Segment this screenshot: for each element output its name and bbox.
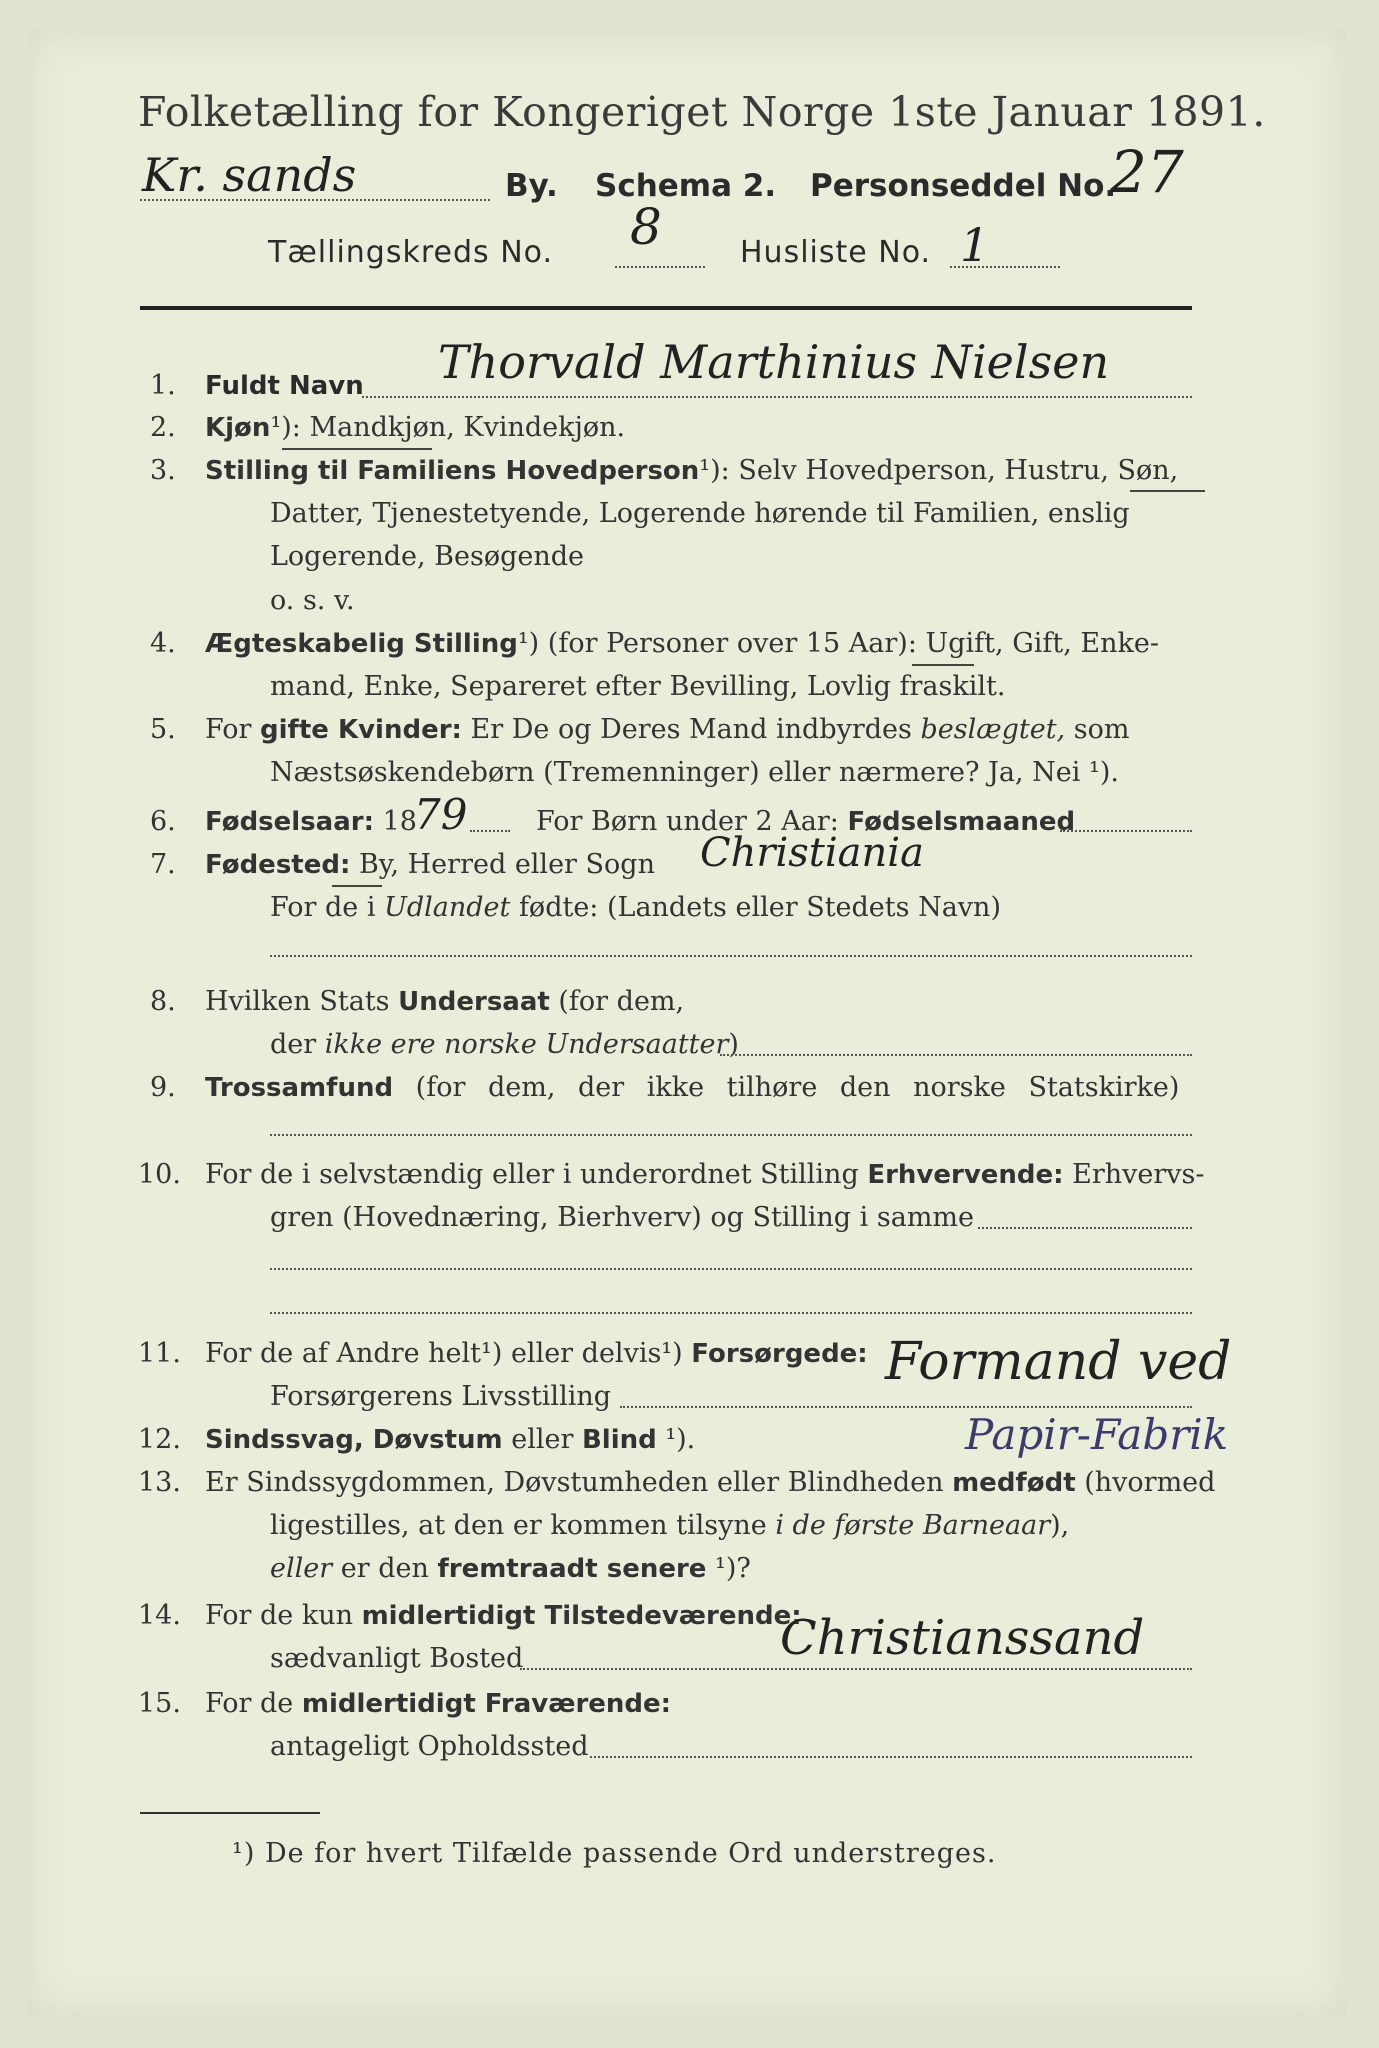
field-3-number: 3.: [150, 455, 176, 486]
field-8-text-b: ikke ere norske Undersaatter: [324, 1029, 729, 1060]
field-6-number: 6.: [150, 806, 176, 837]
field-2-underline: [282, 448, 432, 450]
field-11-number: 11.: [138, 1338, 181, 1369]
field-3-underline-son: [1130, 490, 1205, 492]
field-13-rest: (hvormed: [1075, 1467, 1216, 1498]
field-14-line-1: [205, 1600, 802, 1631]
field-11-dotline: [620, 1406, 1192, 1408]
field-7-dotline: [270, 955, 1192, 957]
field-14-label: midlertidigt Tilstedeværende:: [361, 1601, 802, 1631]
field-6-label: Fødselsaar:: [205, 807, 374, 837]
field-14-dotline: [520, 1668, 1192, 1670]
field-5-number: 5.: [150, 714, 176, 745]
field-9-dotline: [270, 1134, 1192, 1136]
field-6-label-2: Fødselsmaaned: [847, 807, 1076, 837]
schema-label: Schema 2.: [595, 168, 777, 204]
field-15-dotline: [590, 1756, 1192, 1758]
personseddel-label: Personseddel No.: [810, 168, 1117, 204]
field-4-sup: ¹): [517, 628, 540, 659]
field-15-line-2: antageligt Opholdssted: [270, 1731, 589, 1762]
field-12-handwritten: Papir-Fabrik: [965, 1410, 1229, 1459]
field-5-line-2: Næstsøskendebørn (Tremenninger) eller nærmere? Ja, Nei ¹).: [270, 757, 1119, 788]
field-7-options: By, Herred eller Sogn: [350, 849, 655, 880]
footnote-rule: [140, 1812, 320, 1814]
form-title: Folketælling for Kongeriget Norge 1ste Januar 1891.: [138, 88, 1266, 136]
field-14-residence-handwritten: Christianssand: [780, 1610, 1145, 1666]
field-4-line-2: mand, Enke, Separeret efter Bevilling, Lovlig fraskilt.: [270, 671, 1006, 702]
field-3-options: : Selv Hovedperson, Hustru, Søn,: [720, 455, 1179, 486]
field-4-line-1: [205, 628, 1159, 659]
kreds-dotline: [615, 266, 705, 268]
field-13-text-a: ligestilles, at den er kommen tilsyne: [270, 1510, 776, 1541]
field-15-line-1: [205, 1688, 671, 1719]
field-5-text-b: beslægtet,: [920, 714, 1066, 745]
field-13-label: medfødt: [952, 1468, 1076, 1498]
field-8-rest: (for dem,: [549, 986, 685, 1017]
field-10-dotline-2: [270, 1268, 1192, 1270]
field-5-line-1: [205, 714, 1129, 745]
field-14-pre: For de kun: [205, 1600, 362, 1631]
field-10-line-2: gren (Hovednæring, Bierhverv) og Stilling i samme: [270, 1202, 975, 1233]
by-label: By.: [505, 168, 558, 204]
field-12-number: 12.: [138, 1424, 181, 1455]
field-13-line-2: [270, 1510, 1069, 1541]
field-7-label: Fødested:: [205, 850, 351, 880]
field-12-rest: ¹).: [656, 1424, 696, 1455]
field-7-underline-by: [332, 885, 382, 887]
footnote: ¹) De for hvert Tilfælde passende Ord understreges.: [232, 1838, 997, 1869]
field-7-text-c: fødte: (Landets eller Stedets Navn): [510, 892, 1001, 923]
field-9-line: [205, 1072, 1179, 1103]
field-8-text-c: ): [728, 1029, 739, 1060]
field-4-options: (for Personer over 15 Aar): Ugift, Gift, Enke-: [539, 628, 1159, 659]
field-8-label: Undersaat: [398, 987, 550, 1017]
field-8-pre: Hvilken Stats: [205, 986, 399, 1017]
field-12-mid: eller: [502, 1424, 582, 1455]
field-2-sup: ¹): [270, 412, 292, 443]
husliste-number: 1: [960, 218, 990, 272]
field-3-sup: ¹): [699, 455, 721, 486]
field-2-options: : Mandkjøn, Kvindekjøn.: [291, 412, 626, 443]
field-1-name-handwritten: Thorvald Marthinius Nielsen: [438, 335, 1110, 389]
field-12-line: [205, 1424, 695, 1455]
field-7-line-1: [205, 849, 655, 880]
field-8-number: 8.: [150, 986, 176, 1017]
field-6-line: [205, 806, 417, 837]
field-13-text-d: eller: [270, 1553, 333, 1584]
field-11-occupation-handwritten: Formand ved: [885, 1332, 1232, 1392]
husliste-dotline: [950, 266, 1060, 268]
field-13-text-f: ¹)?: [706, 1553, 751, 1584]
field-2-number: 2.: [150, 412, 176, 443]
field-8-dotline: [720, 1054, 1192, 1056]
field-7-text-b: Udlandet: [384, 892, 511, 923]
field-10-dotline-1: [978, 1227, 1192, 1229]
field-13-pre: Er Sindssygdommen, Døvstumheden eller Blindheden: [205, 1467, 953, 1498]
field-15-number: 15.: [138, 1688, 181, 1719]
field-11-line-2: Forsørgerens Livsstilling: [270, 1381, 612, 1412]
field-6-year-handwritten: 79: [414, 790, 468, 839]
field-10-dotline-3: [270, 1312, 1192, 1314]
field-13-text-c: ),: [1050, 1510, 1070, 1541]
field-7-place-handwritten: Christiania: [700, 830, 924, 876]
field-5-text-c: som: [1065, 714, 1130, 745]
field-5-pre: For: [205, 714, 261, 745]
field-5-text-a: Er De og Deres Mand indbyrdes: [461, 714, 921, 745]
field-9-number: 9.: [150, 1072, 176, 1103]
field-13-line-3: [270, 1553, 751, 1584]
field-11-pre: For de af Andre helt¹) eller delvis¹): [205, 1338, 692, 1369]
field-15-label: midlertidigt Fraværende:: [301, 1689, 672, 1719]
field-6-dotline-1: [470, 830, 510, 832]
field-12-label: Sindssvag, Døvstum: [205, 1425, 503, 1455]
field-4-label: Ægteskabelig Stilling: [205, 629, 518, 659]
field-3-line-3: Logerende, Besøgende: [270, 541, 584, 572]
field-7-line-2: [270, 892, 1001, 923]
field-6-prefix: 18: [374, 806, 417, 837]
field-3-line-1: [205, 455, 1178, 486]
field-4-underline-ugift: [912, 664, 974, 666]
field-1-number: 1.: [150, 370, 176, 401]
field-14-line-2: sædvanligt Bosted: [270, 1643, 524, 1674]
field-10-label: Erhvervende:: [867, 1160, 1064, 1190]
field-10-line-1: [205, 1159, 1205, 1190]
field-14-number: 14.: [138, 1600, 181, 1631]
field-15-pre: For de: [205, 1688, 302, 1719]
field-13-text-e: er den: [332, 1553, 438, 1584]
field-13-number: 13.: [138, 1467, 181, 1498]
field-2-label: Kjøn: [205, 413, 271, 443]
personseddel-number: 27: [1110, 138, 1184, 206]
field-8-line-1: [205, 986, 684, 1017]
field-10-rest: Erhvervs-: [1063, 1159, 1205, 1190]
husliste-label: Husliste No.: [740, 235, 932, 270]
kreds-label: Tællingskreds No.: [268, 235, 553, 270]
field-10-number: 10.: [138, 1159, 181, 1190]
header-rule: [140, 306, 1192, 310]
field-12-label-2: Blind: [581, 1425, 657, 1455]
field-13-line-1: [205, 1467, 1215, 1498]
field-13-text-b: i de første Barneaar: [775, 1510, 1051, 1541]
field-9-rest: (for dem, der ikke tilhøre den norske Statskirke): [393, 1072, 1180, 1103]
field-11-line-1: [205, 1338, 868, 1369]
field-6-dotline-2: [1060, 830, 1192, 832]
field-7-number: 7.: [150, 849, 176, 880]
field-1-dotline: [362, 396, 1192, 398]
field-4-number: 4.: [150, 628, 176, 659]
field-3-label: Stilling til Familiens Hovedperson: [205, 456, 700, 486]
field-3-line-4: o. s. v.: [270, 585, 355, 616]
field-8-line-2: [270, 1029, 739, 1060]
field-6-mid: For Børn under 2 Aar:: [536, 806, 848, 837]
field-3-line-2: Datter, Tjenestetyende, Logerende hørende til Familien, enslig: [270, 498, 1130, 529]
field-8-text-a: der: [270, 1029, 325, 1060]
place-handwritten: Kr. sands: [142, 148, 357, 202]
field-5-label: gifte Kvinder:: [260, 715, 462, 745]
field-10-pre: For de i selvstændig eller i underordnet Stilling: [205, 1159, 868, 1190]
kreds-number: 8: [630, 198, 662, 256]
field-9-label: Trossamfund: [205, 1073, 394, 1103]
field-13-label-2: fremtraadt senere: [437, 1554, 707, 1584]
field-2-line: [205, 412, 625, 443]
field-7-text-a: For de i: [270, 892, 385, 923]
field-11-label: Forsørgede:: [691, 1339, 868, 1369]
place-dotline: [140, 199, 490, 201]
field-1-label: Fuldt Navn: [205, 371, 364, 401]
